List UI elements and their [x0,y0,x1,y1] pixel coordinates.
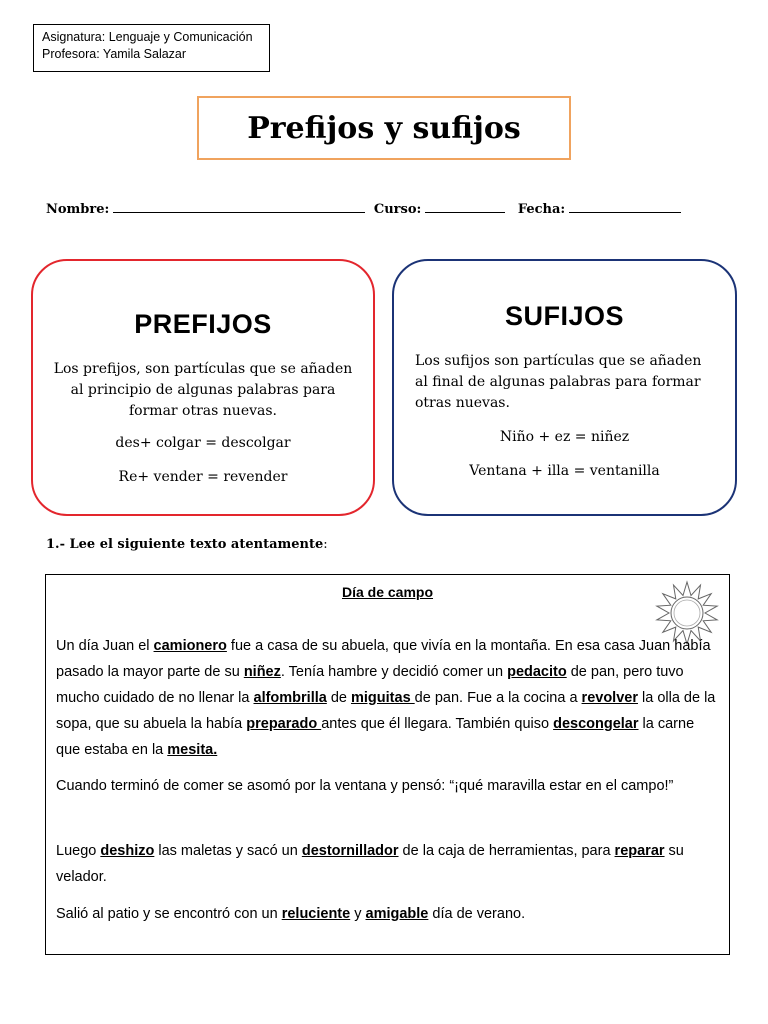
sufijos-example-1: Niño + ez = niñez [499,429,630,445]
underlined-word: pedacito [507,664,567,680]
underlined-word: reluciente [281,906,351,922]
prefijos-example-2: Re+ vender = revender [118,469,288,485]
course-blank[interactable] [425,201,505,213]
sufijos-description: Los sufijos son partículas que se añaden al final de algunas palabras para formar otras nuevas. [415,353,702,411]
paragraph-4: Salió al patio y se encontró con un reluciente y amigable día de verano. [56,906,526,922]
page-title: Prefijos y sufijos [247,110,521,146]
name-label: Nombre: [46,202,110,217]
underlined-word: miguitas [351,690,415,706]
name-blank[interactable] [113,201,365,213]
paragraph-2: Cuando terminó de comer se asomó por la ventana y pensó: “¡qué maravilla estar en el campo!” [56,778,674,794]
prefijos-example-1: des+ colgar = descolgar [115,435,291,451]
teacher-label: Profesora: Yamila Salazar [42,47,187,61]
underlined-word: deshizo [100,843,155,859]
underlined-word: camionero [153,638,227,654]
underlined-word: preparado [246,716,322,732]
underlined-word: descongelar [553,716,639,732]
reading-box [45,574,730,955]
underlined-word: revolver [581,690,638,706]
instruction-1 [46,537,328,552]
underlined-word: destornillador [301,843,399,859]
instruction-text: 1.- Lee el siguiente texto atentamente [46,537,324,552]
subject-label: Asignatura: Lenguaje y Comunicación [42,30,253,44]
course-label: Curso: [373,202,422,217]
date-blank[interactable] [569,201,681,213]
date-label: Fecha: [517,202,566,217]
sufijos-heading: SUFIJOS [504,301,625,331]
student-info-line [46,201,736,217]
prefijos-description: Los prefijos, son partículas que se añaden al principio de algunas palabras para formar otras nuevas. [53,361,353,419]
subject-info-box [33,24,270,72]
paragraph-1: Un día Juan el camionero fue a casa de su abuela, que vivía en la montaña. En esa casa Juan había pasado la mayor parte de su niñez. Tenía hambre y decidió comer un pedacito de pan, pero tuvo mucho cuidado de no llenar la alfombrilla de miguitas de pan. Fue a la cocina a revolver la olla de la sopa, que su abuela la había preparado antes que él llegara. También quiso descongelar la carne que estaba en la mesita. [56,638,716,758]
reading-title: Día de campo [341,584,434,600]
prefijos-heading: PREFIJOS [134,309,272,339]
prefijos-card [31,259,375,516]
underlined-word: reparar [614,843,665,859]
paragraph-3: Luego deshizo las maletas y sacó un destornillador de la caja de herramientas, para reparar su velador. [56,843,684,885]
sufijos-card [392,259,737,516]
underlined-word: mesita. [167,742,218,758]
instruction-colon: : [323,537,328,552]
title-box [197,96,571,160]
sufijos-example-2: Ventana + illa = ventanilla [469,463,660,479]
underlined-word: alfombrilla [253,690,327,706]
underlined-word: amigable [365,906,429,922]
underlined-word: niñez [243,664,281,680]
